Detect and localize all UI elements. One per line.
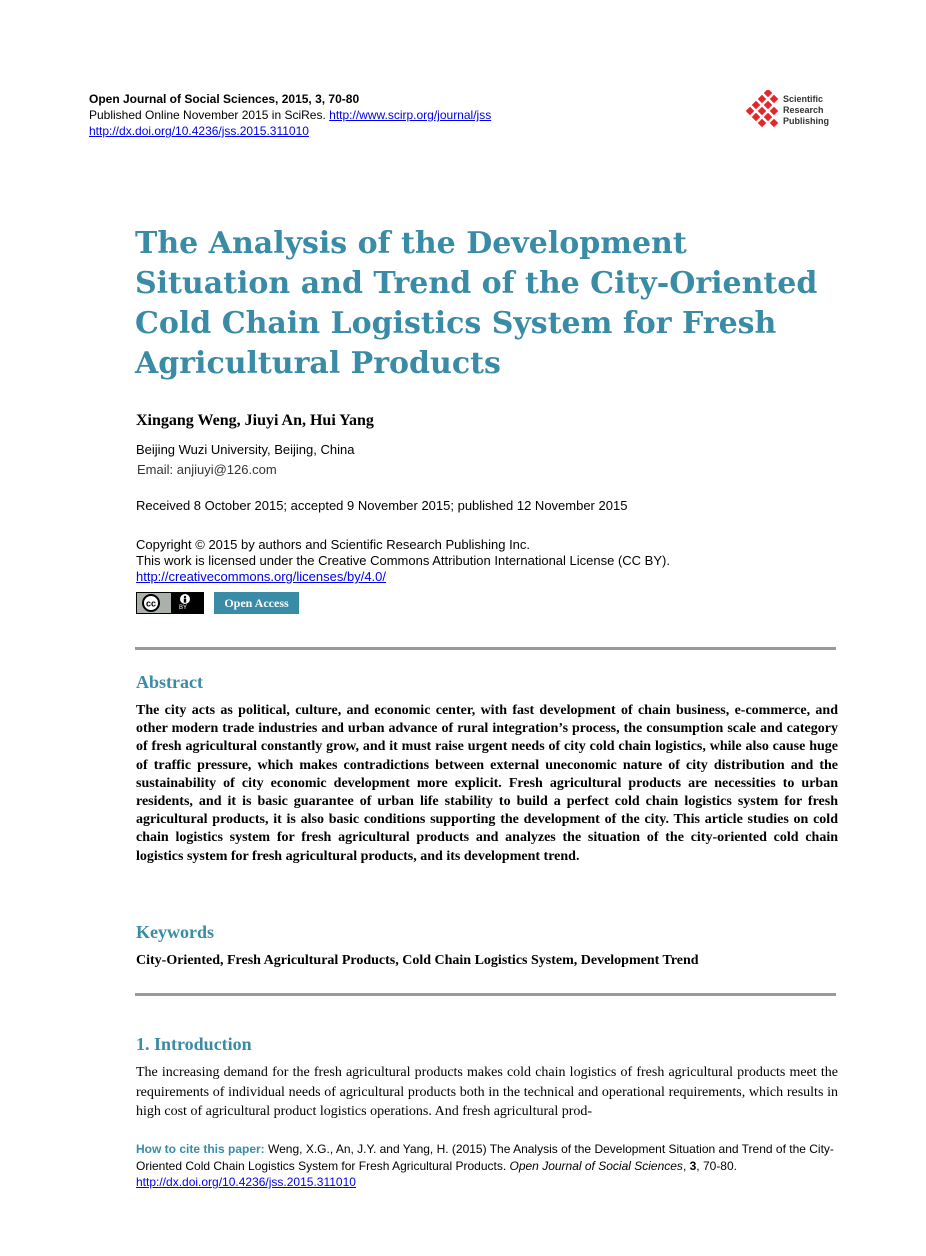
citation-doi-link[interactable]: http://dx.doi.org/10.4236/jss.2015.311010: [136, 1175, 356, 1189]
abstract-heading: Abstract: [136, 672, 203, 692]
citation-journal: Open Journal of Social Sciences: [509, 1158, 683, 1173]
publisher-logo-icon: [745, 90, 783, 132]
paper-title: The Analysis of the Development Situation and Trend of the City-Oriented Cold Chain Logistics System for Fresh Agricultural Products: [135, 226, 818, 381]
citation-label: How to cite this paper:: [136, 1142, 265, 1156]
logo-line-3: Publishing: [783, 116, 829, 126]
citation-pages: , 70-80.: [696, 1158, 737, 1173]
citation-block: [136, 1141, 841, 1191]
license-line: This work is licensed under the Creative Commons Attribution International License (CC BY).: [136, 553, 670, 568]
keywords-heading: Keywords: [136, 922, 214, 942]
open-access-badge[interactable]: Open Access: [214, 592, 299, 614]
license-link[interactable]: http://creativecommons.org/licenses/by/4.0/: [136, 569, 387, 584]
affiliation: Beijing Wuzi University, Beijing, China: [136, 442, 355, 457]
journal-url-link[interactable]: http://www.scirp.org/journal/jss: [329, 108, 492, 122]
citation-volume: 3: [689, 1158, 697, 1173]
publisher-logo-text: [783, 94, 829, 127]
by-label: BY: [179, 605, 188, 611]
keywords-text: City-Oriented, Fresh Agricultural Products, Cold Chain Logistics System, Development Trend: [136, 953, 699, 968]
published-line: [89, 107, 549, 123]
copyright-line: Copyright © 2015 by authors and Scientific Research Publishing Inc.: [136, 537, 531, 552]
abstract-text: The city acts as political, culture, and economic center, with fast development of chain business, e-commerce, and other modern trade industries and urban advance of rural integration’s process, the consumption scale and category of fresh agricultural constantly grow, and it must raise urgent needs of city cold chain logistics, while also cause huge of traffic pressure, which makes contradictions between external uneconomic nature of city distribution and the sustainability of city economic development more explicit. Fresh agricultural products are necessities to urban residents, and it is basic guarantee of urban life stability to build a perfect cold chain logistics system for fresh agricultural products, it is also basic conditions supporting the development of the city. This article studies on cold chain logistics system for fresh agricultural products and analyzes the situation of the city-oriented cold chain logistics system for fresh agricultural products, and its development trend.: [136, 703, 838, 864]
logo-line-1: Scientific: [783, 94, 824, 104]
logo-line-2: Research: [783, 105, 824, 115]
cc-icon: [137, 593, 171, 613]
published-text: Published Online November 2015 in SciRes.: [89, 108, 330, 122]
copyright-block: [136, 537, 836, 585]
publisher-logo: [745, 90, 845, 130]
introduction-heading: 1. Introduction: [136, 1034, 252, 1054]
journal-header: [89, 91, 549, 139]
cc-by-badge[interactable]: [136, 592, 204, 614]
citation-sep: ,: [682, 1158, 690, 1173]
cc-icon-label: cc: [145, 598, 157, 609]
email: Email: anjiuyi@126.com: [137, 462, 277, 477]
introduction-text: The increasing demand for the fresh agricultural products makes cold chain logistics of fresh agricultural products meet the requirements of individual needs of agricultural products both in the technical and operational requirements, which results in high cost of agricultural product logistics operations. And fresh agricultural prod-: [136, 1065, 838, 1119]
section-divider: [135, 993, 836, 996]
section-divider: [135, 647, 836, 650]
publication-dates: Received 8 October 2015; accepted 9 November 2015; published 12 November 2015: [136, 498, 628, 513]
doi-link[interactable]: http://dx.doi.org/10.4236/jss.2015.311010: [89, 124, 309, 138]
citation-text: Weng, X.G., An, J.Y. and Yang, H. (2015) The Analysis of the Development Situation and Trend of the City-Oriented Cold Chain Logistics System for Fresh Agricultural Products.: [136, 1142, 834, 1173]
author-list: Xingang Weng, Jiuyi An, Hui Yang: [136, 412, 374, 429]
journal-citation-line: Open Journal of Social Sciences, 2015, 3, 70-80: [89, 92, 360, 106]
